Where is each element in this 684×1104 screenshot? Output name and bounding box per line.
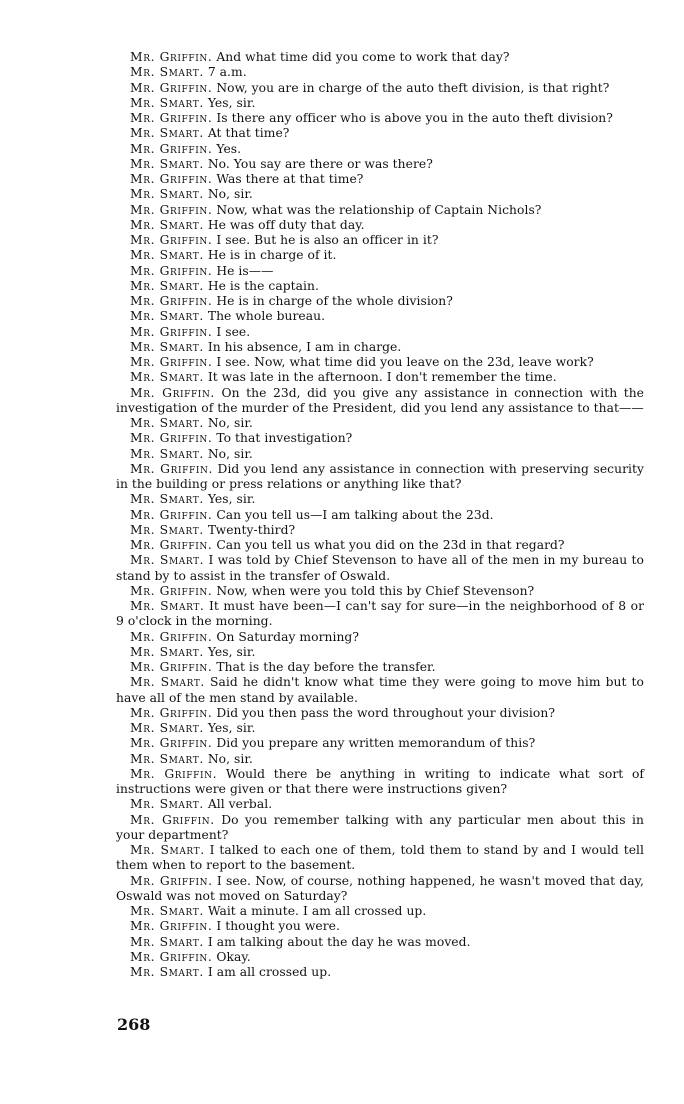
testimony-line [116,126,644,141]
speaker-name: Mr. Smart. [130,248,204,263]
speaker-name: Mr. Smart. [130,797,204,812]
testimony-line [116,203,644,218]
spoken-text: The whole bureau. [207,309,326,324]
speaker-name: Mr. Griffin. [130,50,213,64]
speaker-name: Mr. Smart. [130,934,204,949]
speaker-name: Mr. Smart. [130,446,204,461]
spoken-text: I am all crossed up. [207,965,332,979]
testimony-line [116,111,644,126]
spoken-text: He was off duty that day. [207,217,365,232]
testimony-line [116,797,644,812]
page-number: 268 [117,1015,151,1034]
testimony-line [116,294,644,309]
speaker-name: Mr. Smart. [130,278,204,293]
spoken-text: I talked to each one of them, told them to stand by and I would tell them when to report to the basement. [116,843,644,873]
testimony-line [116,157,644,172]
testimony-line [116,904,644,919]
spoken-text: 7 a.m. [207,65,247,80]
spoken-text: Now, you are in charge of the auto theft division, is that right? [216,80,610,95]
testimony-line [116,355,644,370]
spoken-text: Did you then pass the word throughout your division? [216,705,555,720]
speaker-name: Mr. Smart. [130,965,204,979]
spoken-text: No. You say are there or was there? [207,156,433,171]
testimony-line [116,386,644,417]
testimony-line [116,416,644,431]
testimony-line [116,447,644,462]
speaker-name: Mr. Smart. [130,187,204,202]
testimony-line [116,935,644,950]
testimony-line [116,752,644,767]
testimony-line [116,81,644,96]
spoken-text: Okay. [216,949,251,964]
speaker-name: Mr. Smart. [130,492,204,507]
testimony-line [116,492,644,507]
testimony-line [116,340,644,355]
spoken-text: All verbal. [207,797,273,812]
testimony-line [116,172,644,187]
speaker-name: Mr. Smart. [130,126,204,141]
spoken-text: He is in charge of it. [207,248,337,263]
speaker-name: Mr. Griffin. [130,812,215,827]
testimony-line [116,523,644,538]
speaker-name: Mr. Griffin. [130,263,213,278]
testimony-line [116,370,644,385]
spoken-text: Yes. [216,141,242,156]
spoken-text: Can you tell us what you did on the 23d in that regard? [216,538,565,552]
spoken-text: Is there any officer who is above you in the auto theft division? [216,111,613,125]
spoken-text: I see. Now, what time did you leave on the 23d, leave work? [216,355,594,369]
spoken-text: Said he didn't know what time they were going to move him but to have all of the men stand by available. [116,675,644,705]
spoken-text: Now, when were you told this by Chief Stevenson? [216,583,535,598]
testimony-line [116,325,644,340]
testimony-line [116,279,644,294]
testimony-line [116,96,644,111]
testimony-line [116,248,644,263]
testimony-line [116,50,644,65]
speaker-name: Mr. Griffin. [130,111,213,125]
speaker-name: Mr. Griffin. [130,919,213,934]
testimony-line [116,675,644,706]
testimony-line [116,142,644,157]
speaker-name: Mr. Griffin. [130,324,213,339]
spoken-text: I thought you were. [216,919,340,934]
speaker-name: Mr. Smart. [130,416,204,430]
spoken-text: I see. [216,324,251,339]
speaker-name: Mr. Griffin. [130,507,213,522]
speaker-name: Mr. Griffin. [130,873,213,888]
testimony-line [116,599,644,630]
spoken-text: No, sir. [207,446,253,461]
speaker-name: Mr. Griffin. [130,766,218,781]
testimony-line [116,538,644,553]
testimony-line [116,843,644,874]
testimony-line [116,187,644,202]
speaker-name: Mr. Smart. [130,553,205,568]
testimony-line [116,950,644,965]
speaker-name: Mr. Smart. [130,217,204,232]
spoken-text: I see. But he is also an officer in it? [216,233,439,247]
spoken-text: It was late in the afternoon. I don't remember the time. [207,370,557,385]
testimony-line [116,218,644,233]
speaker-name: Mr. Smart. [130,95,204,110]
spoken-text: Would there be anything in writing to indicate what sort of instructions were given or that there were instructions given? [116,766,645,796]
spoken-text: Did you lend any assistance in connection with preserving security in the building or press relations or anything like that? [116,461,644,491]
testimony-line [116,508,644,523]
testimony-line [116,584,644,599]
testimony-line [116,874,644,905]
testimony-transcript [116,50,644,980]
speaker-name: Mr. Griffin. [130,736,213,751]
speaker-name: Mr. Griffin. [130,660,213,674]
speaker-name: Mr. Griffin. [130,431,213,446]
testimony-line [116,721,644,736]
speaker-name: Mr. Griffin. [130,172,213,186]
spoken-text: No, sir. [207,416,253,430]
speaker-name: Mr. Griffin. [130,141,213,156]
speaker-name: Mr. Smart. [130,644,204,659]
speaker-name: Mr. Smart. [130,751,204,766]
spoken-text: Do you remember talking with any particular men about this in your department? [116,812,644,842]
speaker-name: Mr. Smart. [130,65,204,80]
testimony-line [116,309,644,324]
spoken-text: Yes, sir. [207,95,256,110]
testimony-line [116,919,644,934]
speaker-name: Mr. Smart. [130,309,204,324]
spoken-text: To that investigation? [216,431,353,446]
spoken-text: Did you prepare any written memorandum of this? [216,736,536,751]
testimony-line [116,462,644,493]
speaker-name: Mr. Smart. [130,904,204,918]
spoken-text: On Saturday morning? [216,629,359,644]
spoken-text: I am talking about the day he was moved. [207,934,471,949]
speaker-name: Mr. Griffin. [130,949,213,964]
spoken-text: Now, what was the relationship of Captain Nichols? [216,202,542,217]
testimony-line [116,431,644,446]
spoken-text: On the 23d, did you give any assistance in connection with the investigation of the murder of the President, did you lend any assistance to that—— [116,385,644,415]
spoken-text: It must have been—I can't say for sure—in the neighborhood of 8 or 9 o'clock in the morning. [116,599,644,629]
speaker-name: Mr. Smart. [130,156,204,171]
testimony-line [116,65,644,80]
speaker-name: Mr. Smart. [130,370,204,385]
testimony-line [116,767,644,798]
testimony-line [116,645,644,660]
speaker-name: Mr. Griffin. [130,233,213,247]
speaker-name: Mr. Smart. [130,339,204,354]
spoken-text: In his absence, I am in charge. [207,339,402,354]
spoken-text: Twenty-third? [207,522,296,537]
speaker-name: Mr. Griffin. [130,355,213,369]
testimony-line [116,630,644,645]
speaker-name: Mr. Smart. [130,599,205,613]
speaker-name: Mr. Smart. [130,522,204,537]
speaker-name: Mr. Griffin. [130,461,213,476]
speaker-name: Mr. Griffin. [130,385,215,400]
spoken-text: He is in charge of the whole division? [216,294,453,308]
speaker-name: Mr. Griffin. [130,294,213,308]
spoken-text: Yes, sir. [207,644,256,659]
testimony-line [116,813,644,844]
spoken-text: I was told by Chief Stevenson to have all of the men in my bureau to stand by to assist in the transfer of Oswald. [116,553,644,583]
speaker-name: Mr. Smart. [130,843,205,857]
spoken-text: He is—— [216,263,274,278]
speaker-name: Mr. Griffin. [130,202,213,217]
testimony-line [116,736,644,751]
speaker-name: Mr. Griffin. [130,80,213,95]
spoken-text: No, sir. [207,187,253,202]
speaker-name: Mr. Griffin. [130,629,213,644]
speaker-name: Mr. Griffin. [130,538,213,552]
testimony-line [116,233,644,248]
testimony-line [116,264,644,279]
speaker-name: Mr. Griffin. [130,705,213,720]
spoken-text: I see. Now, of course, nothing happened, he wasn't moved that day, Oswald was not moved on Saturday? [116,873,644,903]
speaker-name: Mr. Smart. [130,675,205,690]
spoken-text: Can you tell us—I am talking about the 23d. [216,507,494,522]
testimony-line [116,553,644,584]
testimony-line [116,706,644,721]
spoken-text: Yes, sir. [207,721,256,735]
spoken-text: He is the captain. [207,278,319,293]
speaker-name: Mr. Smart. [130,721,204,735]
spoken-text: Yes, sir. [207,492,256,507]
testimony-line [116,965,644,980]
spoken-text: At that time? [207,126,290,141]
speaker-name: Mr. Griffin. [130,583,213,598]
spoken-text: Was there at that time? [216,172,364,186]
spoken-text: That is the day before the transfer. [216,660,436,674]
testimony-line [116,660,644,675]
spoken-text: No, sir. [207,751,253,766]
spoken-text: Wait a minute. I am all crossed up. [207,904,427,918]
spoken-text: And what time did you come to work that day? [216,50,510,64]
